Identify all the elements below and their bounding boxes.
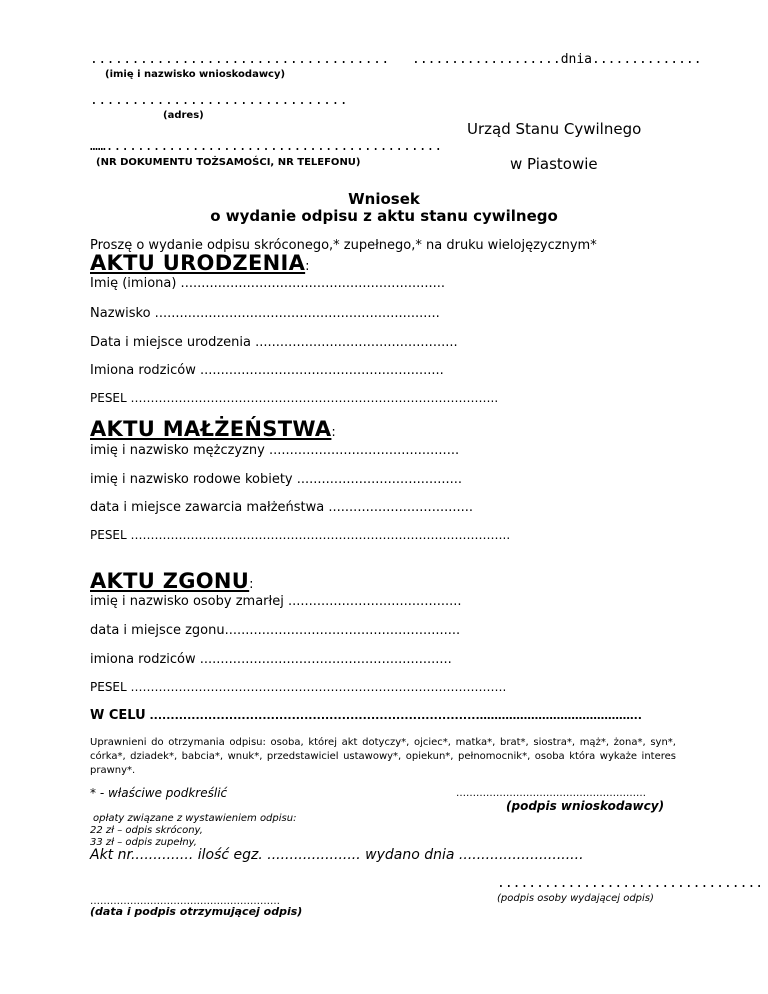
- office-name: Urząd Stanu Cywilnego: [467, 120, 642, 138]
- issuer-signature-label: (podpis osoby wydającej odpis): [497, 893, 654, 904]
- birth-surname-field[interactable]: Nazwisko .....................................................................: [90, 306, 440, 321]
- applicant-signature-line[interactable]: …………………………………………………: [456, 788, 646, 799]
- marriage-pesel-field[interactable]: PESEL …………………………………………………………………………………..: [90, 528, 511, 542]
- purpose-line[interactable]: [90, 708, 642, 723]
- date-line[interactable]: ...................dnia..............: [412, 52, 702, 67]
- birth-parents-field[interactable]: Imiona rodziców ...........................................................: [90, 363, 444, 378]
- death-date-place-field[interactable]: data i miejsce zgonu.........................................................: [90, 623, 461, 638]
- address-label: (adres): [163, 110, 204, 121]
- receiver-signature-line[interactable]: …………………………………………………: [90, 896, 280, 907]
- entitlement-note: Uprawnieni do otrzymania odpisu: osoba, której akt dotyczy*, ojciec*, matka*, brat*, siostra*, mąż*, żona*, syn*, córka*, dziadek*, babcia*, wnuk*, przedstawiciel ustawowy*, opiekun*, pełnomocnik*, osoba która wykaże interes prawny*.: [90, 737, 676, 776]
- marriage-husband-field[interactable]: imię i nazwisko mężczyzny ..............................................: [90, 443, 460, 458]
- intro-text: Proszę o wydanie odpisu skróconego,* zupełnego,* na druku wielojęzycznym*: [90, 238, 597, 253]
- footnote: * - właściwe podkreślić: [90, 786, 228, 800]
- applicant-name-label: (imię i nazwisko wnioskodawcy): [105, 69, 286, 80]
- address-line[interactable]: ...............................: [90, 93, 349, 108]
- birth-section-title: AKTU URODZENIA: [90, 251, 306, 275]
- marriage-section-heading: [90, 417, 336, 441]
- receiver-signature-label: (data i podpis otrzymującej odpis): [90, 905, 303, 918]
- id-document-line[interactable]: ……...........................................: [90, 139, 443, 154]
- marriage-wife-field[interactable]: imię i nazwisko rodowe kobiety ........................................: [90, 472, 463, 487]
- applicant-signature-label: (podpis wnioskodawcy): [506, 799, 665, 813]
- birth-section-colon: :: [305, 259, 310, 274]
- fees-heading: opłaty związane z wystawieniem odpisu:: [93, 813, 297, 824]
- birth-section-heading: [90, 251, 310, 275]
- death-pesel-field[interactable]: PESEL ………………………………………………………………………………….: [90, 680, 507, 694]
- form-title: Wniosek: [348, 190, 420, 208]
- office-location: w Piastowie: [510, 155, 598, 173]
- id-document-label: (NR DOKUMENTU TOŻSAMOŚCI, NR TELEFONU): [96, 157, 361, 168]
- applicant-name-line[interactable]: ....................................: [90, 52, 390, 67]
- purpose-dots: ...............................................................................……………………………………..: [145, 709, 642, 722]
- death-section-colon: :: [249, 577, 254, 592]
- death-section-heading: [90, 569, 254, 593]
- fee-short-copy: 22 zł – odpis skrócony,: [90, 825, 203, 836]
- purpose-label: W CELU: [90, 708, 146, 723]
- marriage-section-title: AKTU MAŁŻEŃSTWA: [90, 417, 332, 441]
- birth-date-place-field[interactable]: Data i miejsce urodzenia .................................................: [90, 335, 458, 350]
- death-parents-field[interactable]: imiona rodziców .............................................................: [90, 652, 452, 667]
- form-subtitle: o wydanie odpisu z aktu stanu cywilnego: [210, 207, 558, 225]
- death-section-title: AKTU ZGONU: [90, 569, 250, 593]
- marriage-section-colon: :: [331, 425, 336, 440]
- birth-pesel-field[interactable]: PESEL ………………………………………………………………………………..: [90, 391, 499, 405]
- issuer-signature-line[interactable]: ..................................: [497, 876, 764, 891]
- marriage-date-place-field[interactable]: data i miejsce zawarcia małżeństwa ...................................: [90, 500, 474, 515]
- death-deceased-name-field[interactable]: imię i nazwisko osoby zmarłej ..........................................: [90, 594, 462, 609]
- fee-full-copy: 33 zł – odpis zupełny,: [90, 837, 197, 848]
- issue-record-line[interactable]: Akt nr.............. ilość egz. ..................... wydano dnia ............................: [90, 847, 584, 863]
- birth-given-names-field[interactable]: Imię (imiona) ................................................................: [90, 276, 446, 291]
